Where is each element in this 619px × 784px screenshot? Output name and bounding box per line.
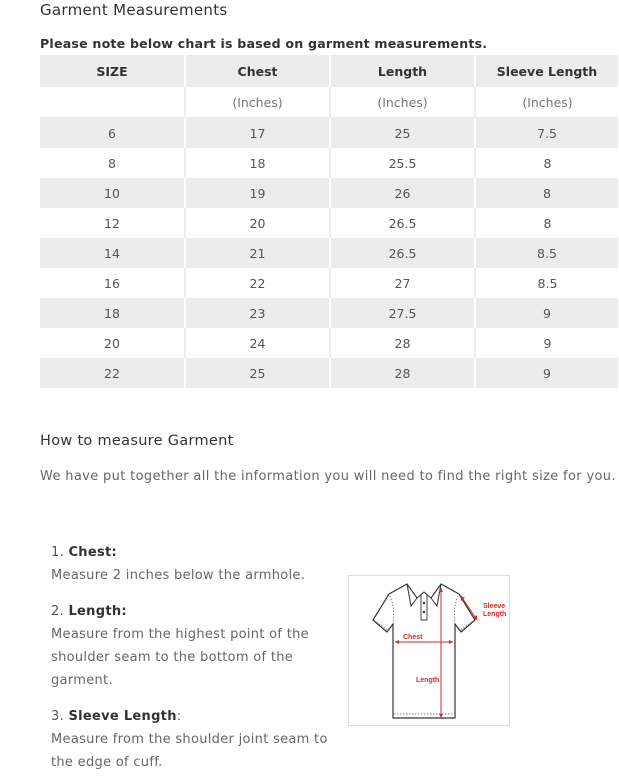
- cell-length: 25.5: [330, 148, 475, 178]
- table-row: [40, 358, 619, 388]
- cell-sleeve-length: 8.5: [475, 238, 619, 268]
- cell-size: 14: [40, 238, 185, 268]
- table-header-row: [40, 55, 619, 87]
- header-length: Length: [330, 55, 475, 87]
- cell-size: 20: [40, 328, 185, 358]
- cell-sleeve-length: 8: [475, 178, 619, 208]
- cell-size: 12: [40, 208, 185, 238]
- cell-size: 10: [40, 178, 185, 208]
- unit-size: [40, 87, 185, 118]
- table-row: [40, 178, 619, 208]
- header-chest: Chest: [185, 55, 330, 87]
- step-name: Sleeve Length: [68, 709, 177, 724]
- cell-chest: 24: [185, 328, 330, 358]
- unit-sleeve: (Inches): [475, 87, 619, 118]
- garment-measure-diagram: [348, 575, 510, 726]
- unit-length: (Inches): [330, 87, 475, 118]
- table-row: [40, 298, 619, 328]
- step-number: 2.: [51, 604, 65, 619]
- cell-length: 27: [330, 268, 475, 298]
- cell-chest: 23: [185, 298, 330, 328]
- step-name: Length:: [68, 604, 127, 619]
- sleeve-label-line2: Length: [483, 611, 507, 618]
- table-row: [40, 148, 619, 178]
- step-description: Measure 2 inches below the armhole.: [51, 568, 306, 583]
- step-number: 3.: [51, 709, 65, 724]
- step-description: Measure from the shoulder joint seam to the edge of cuff.: [51, 732, 328, 770]
- cell-size: 22: [40, 358, 185, 388]
- step-chest: [51, 541, 331, 587]
- units-row: [40, 87, 619, 118]
- table-row: [40, 238, 619, 268]
- header-sleeve-length: Sleeve Length: [475, 55, 619, 87]
- step-name: Chest:: [68, 545, 118, 560]
- chart-note: Please note below chart is based on garment measurements.: [40, 36, 488, 51]
- table-row: [40, 118, 619, 149]
- cell-length: 28: [330, 358, 475, 388]
- cell-chest: 19: [185, 178, 330, 208]
- cell-chest: 17: [185, 118, 330, 149]
- cell-chest: 25: [185, 358, 330, 388]
- page-title: Garment Measurements: [40, 1, 228, 19]
- cell-length: 26.5: [330, 238, 475, 268]
- cell-chest: 22: [185, 268, 330, 298]
- cell-sleeve-length: 7.5: [475, 118, 619, 149]
- sleeve-label-line1: Sleeve: [483, 603, 506, 610]
- cell-length: 25: [330, 118, 475, 149]
- size-chart-table: [40, 55, 619, 388]
- measurement-steps: [51, 541, 331, 784]
- unit-chest: (Inches): [185, 87, 330, 118]
- step-length: [51, 600, 331, 692]
- cell-size: 18: [40, 298, 185, 328]
- step-suffix: :: [176, 709, 182, 724]
- cell-chest: 21: [185, 238, 330, 268]
- cell-sleeve-length: 8: [475, 148, 619, 178]
- cell-chest: 18: [185, 148, 330, 178]
- step-sleeve-length: [51, 705, 331, 774]
- table-row: [40, 208, 619, 238]
- chest-label: Chest: [403, 634, 423, 641]
- cell-sleeve-length: 9: [475, 358, 619, 388]
- cell-size: 8: [40, 148, 185, 178]
- length-label: Length: [416, 677, 440, 684]
- step-description: Measure from the highest point of the shoulder seam to the bottom of the garment.: [51, 627, 309, 688]
- cell-length: 27.5: [330, 298, 475, 328]
- cell-sleeve-length: 9: [475, 298, 619, 328]
- cell-sleeve-length: 8.5: [475, 268, 619, 298]
- cell-chest: 20: [185, 208, 330, 238]
- polo-shirt-icon: [349, 576, 509, 725]
- how-to-measure-intro: We have put together all the information you will need to find the right size for you.: [40, 469, 616, 484]
- table-row: [40, 268, 619, 298]
- cell-size: 16: [40, 268, 185, 298]
- cell-length: 26.5: [330, 208, 475, 238]
- cell-size: 6: [40, 118, 185, 149]
- cell-length: 26: [330, 178, 475, 208]
- step-number: 1.: [51, 545, 65, 560]
- header-size: SIZE: [40, 55, 185, 87]
- cell-length: 28: [330, 328, 475, 358]
- cell-sleeve-length: 8: [475, 208, 619, 238]
- how-to-measure-title: How to measure Garment: [40, 433, 234, 449]
- cell-sleeve-length: 9: [475, 328, 619, 358]
- table-row: [40, 328, 619, 358]
